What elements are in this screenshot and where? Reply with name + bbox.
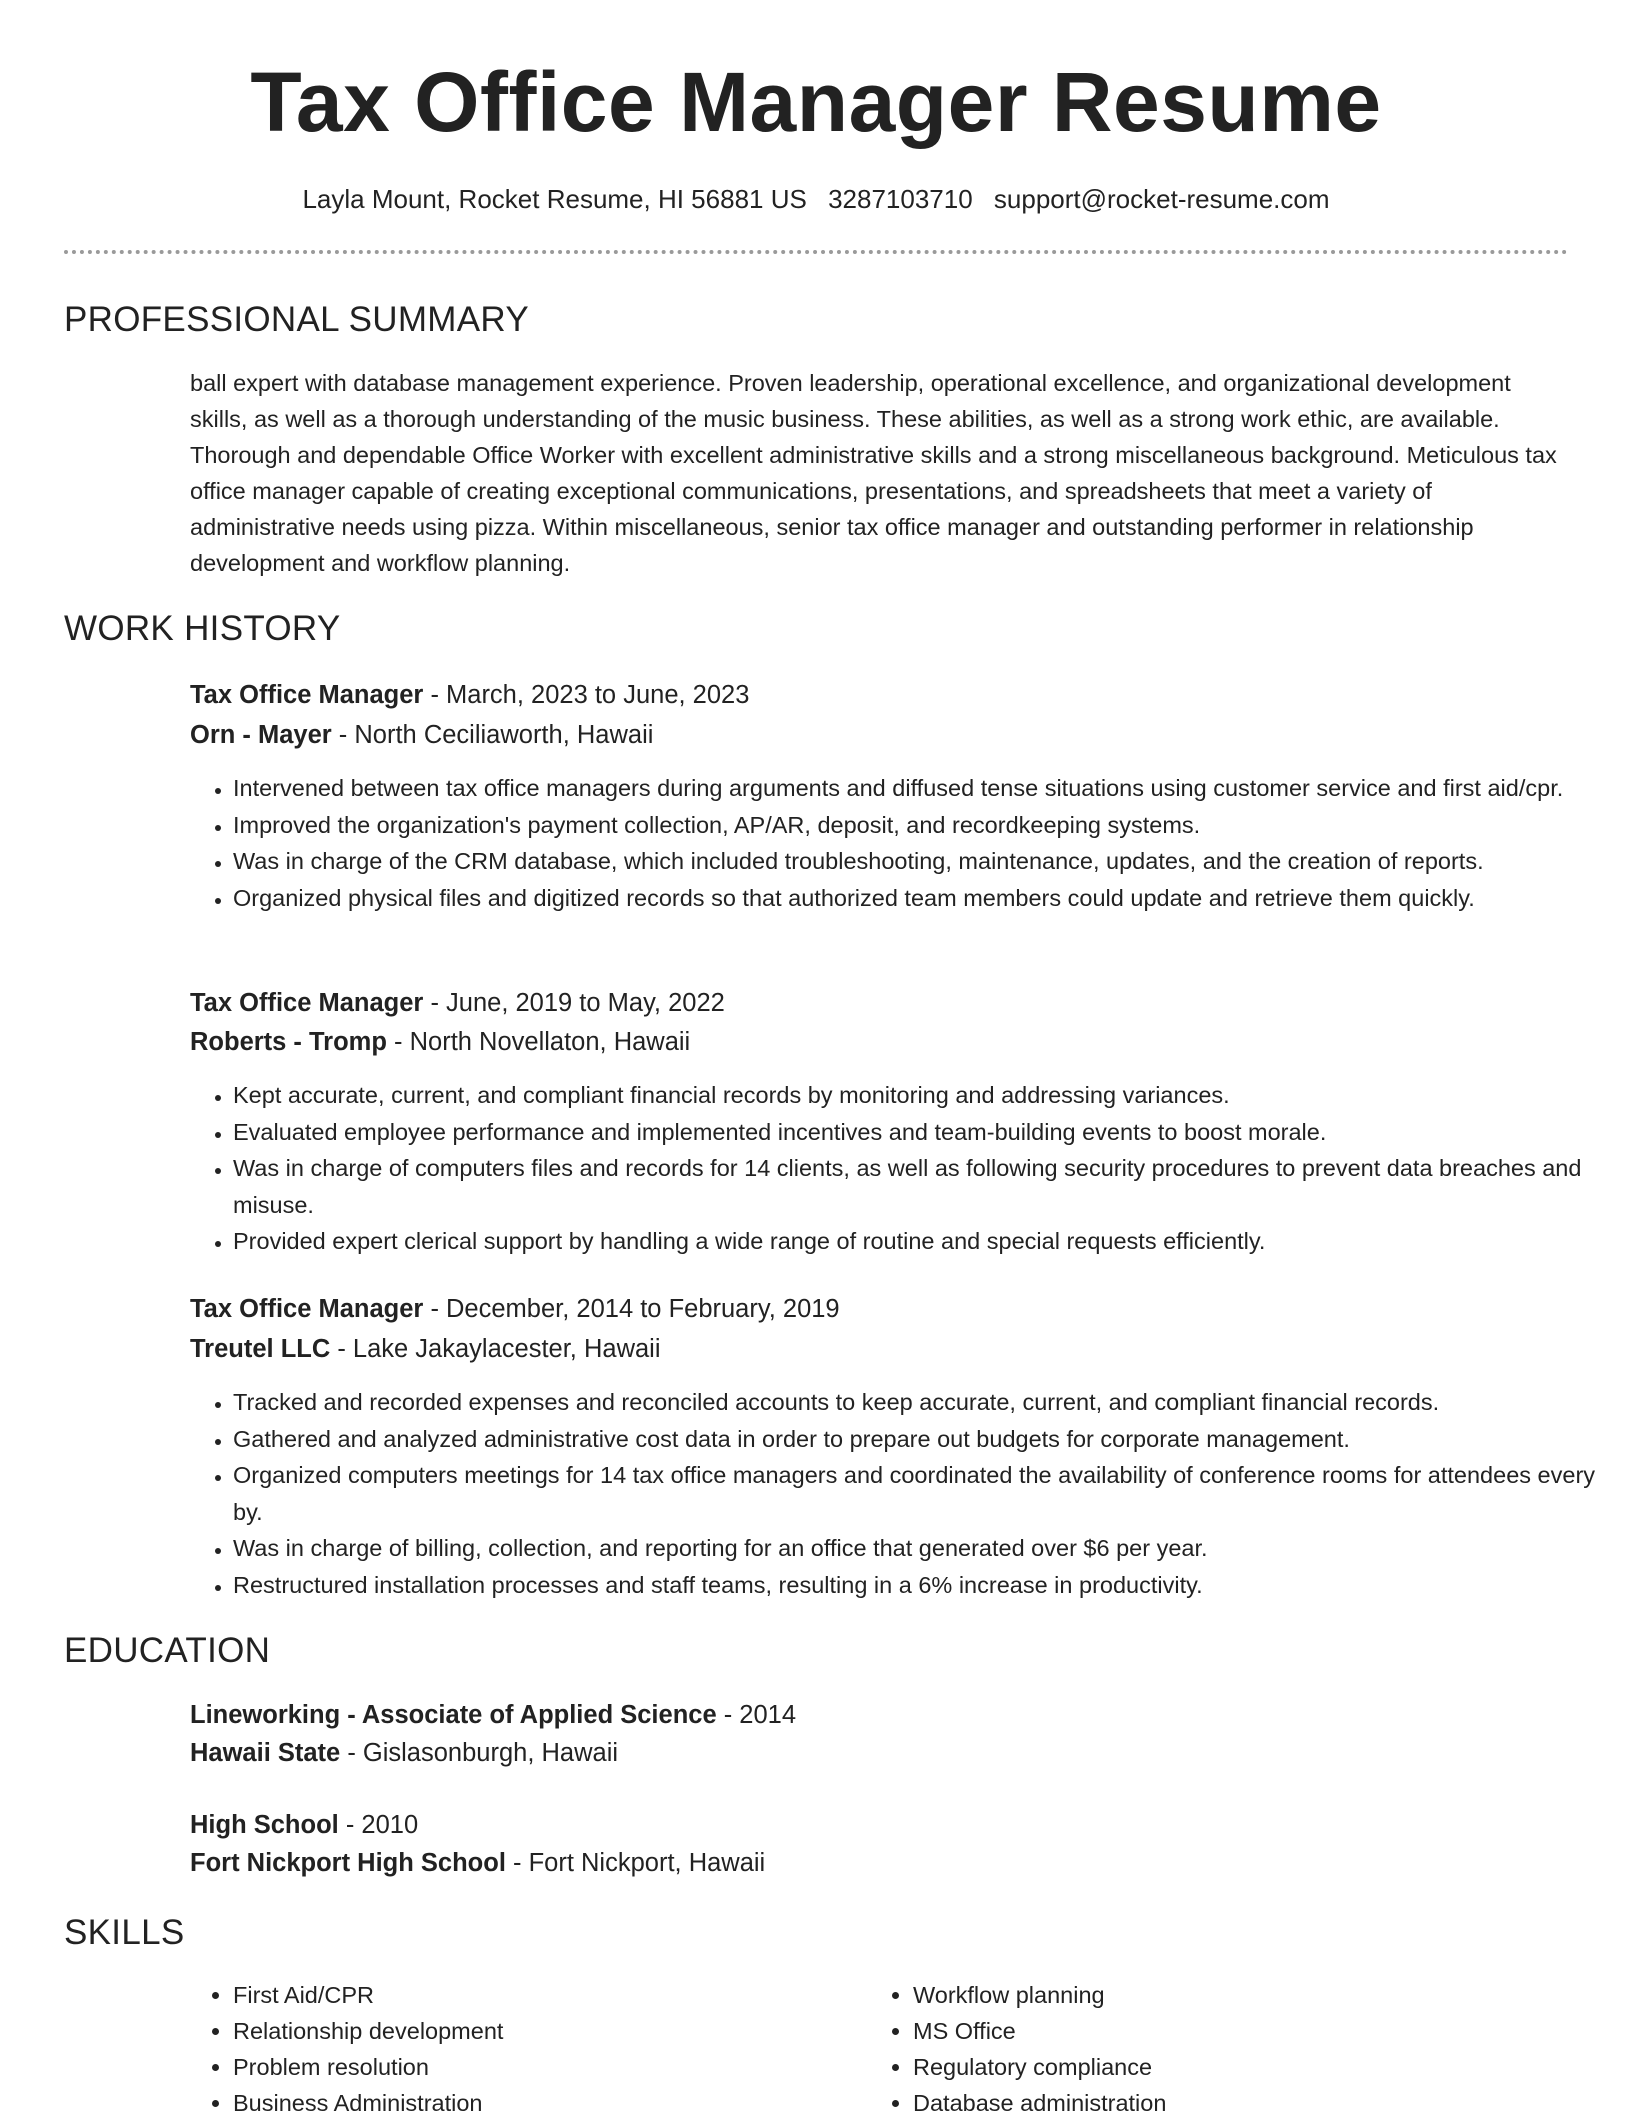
education-location: - Gislasonburgh, Hawaii: [340, 1739, 619, 1767]
skill-item: • Relationship development: [233, 2013, 873, 2049]
contact-phone: 3287103710: [828, 184, 973, 214]
job-location: - North Ceciliaworth, Hawaii: [331, 721, 654, 749]
work-history-heading: WORK HISTORY: [64, 609, 341, 648]
job-company-line: [190, 717, 653, 753]
education-school-line: [190, 1735, 618, 1771]
education-degree-line: [190, 1697, 796, 1733]
job-company-line: [190, 1024, 690, 1060]
skill-item: • Problem resolution: [233, 2049, 873, 2085]
education-year: - 2014: [716, 1701, 797, 1729]
job-bullets: [190, 1384, 1618, 1603]
skills-list-left: [190, 1977, 873, 2121]
education-school: Hawaii State: [190, 1739, 341, 1767]
job-bullet: • Was in charge of billing, collection, and reporting for an office that generated over $6 per year.: [233, 1530, 1618, 1567]
job-bullet: • Was in charge of computers files and records for 14 clients, as well as following security procedures to prevent data breaches and misuse.: [233, 1150, 1618, 1223]
skill-item: • Database administration: [913, 2085, 1553, 2121]
skills-list-right: [870, 1977, 1553, 2121]
education-heading: EDUCATION: [64, 1631, 271, 1670]
job-company-line: [190, 1331, 661, 1367]
skill-item: • First Aid/CPR: [233, 1977, 873, 2013]
job-location: - Lake Jakaylacester, Hawaii: [330, 1335, 661, 1363]
resume-title: Tax Office Manager Resume: [250, 55, 1382, 149]
education-degree: High School: [190, 1811, 339, 1839]
job-bullet: • Kept accurate, current, and compliant financial records by monitoring and addressing variances.: [233, 1077, 1618, 1114]
job-dates: - June, 2019 to May, 2022: [423, 989, 725, 1017]
job-bullet: • Tracked and recorded expenses and reconciled accounts to keep accurate, current, and compliant financial records.: [233, 1384, 1618, 1421]
job-bullet: • Was in charge of the CRM database, which included troubleshooting, maintenance, updates, and the creation of reports.: [233, 843, 1618, 880]
job-title-line: [190, 677, 749, 713]
job-bullets: [190, 770, 1618, 916]
skill-item: • Business Administration: [233, 2085, 873, 2121]
job-title-line: [190, 1291, 840, 1327]
job-bullet: • Intervened between tax office managers during arguments and diffused tense situations using customer service and first aid/cpr.: [233, 770, 1618, 807]
education-location: - Fort Nickport, Hawaii: [505, 1849, 766, 1877]
job-bullets: [190, 1077, 1618, 1260]
job-bullet: • Organized physical files and digitized records so that authorized team members could update and retrieve them quickly.: [233, 880, 1618, 917]
job-dates: - December, 2014 to February, 2019: [423, 1295, 840, 1323]
job-title: Tax Office Manager: [190, 681, 424, 709]
skill-item: • Workflow planning: [913, 1977, 1553, 2013]
summary-text: ball expert with database management experience. Proven leadership, operational excellence, and organizational development skills, as well as a thorough understanding of the music business. These abilities, as well as a strong work ethic, are available. Thorough and dependable Office Worker with excellent administrative skills and a strong miscellaneous background. Meticulous tax office manager capable of creating exceptional communications, presentations, and spreadsheets that meet a variety of administrative needs using pizza. Within miscellaneous, senior tax office manager and outstanding performer in relationship development and workflow planning.: [190, 370, 1557, 576]
summary-heading: PROFESSIONAL SUMMARY: [64, 300, 529, 339]
job-title-line: [190, 985, 725, 1021]
education-year: - 2010: [338, 1811, 419, 1839]
contact-email: support@rocket-resume.com: [993, 184, 1330, 214]
skill-item: • MS Office: [913, 2013, 1553, 2049]
job-dates: - March, 2023 to June, 2023: [423, 681, 750, 709]
job-title: Tax Office Manager: [190, 1295, 424, 1323]
job-location: - North Novellaton, Hawaii: [386, 1028, 691, 1056]
job-company: Roberts - Tromp: [190, 1028, 387, 1056]
skill-item: • Regulatory compliance: [913, 2049, 1553, 2085]
contact-line: [0, 182, 1632, 216]
education-school: Fort Nickport High School: [190, 1849, 506, 1877]
job-bullet: • Organized computers meetings for 14 tax office managers and coordinated the availability of conference rooms for attendees every by.: [233, 1457, 1618, 1530]
education-school-line: [190, 1845, 765, 1881]
job-bullet: • Provided expert clerical support by handling a wide range of routine and special requests efficiently.: [233, 1223, 1618, 1260]
education-degree-line: [190, 1807, 418, 1843]
job-company: Orn - Mayer: [190, 721, 332, 749]
job-title: Tax Office Manager: [190, 989, 424, 1017]
job-bullet: • Evaluated employee performance and implemented incentives and team-building events to boost morale.: [233, 1114, 1618, 1151]
job-bullet: • Restructured installation processes and staff teams, resulting in a 6% increase in productivity.: [233, 1567, 1618, 1604]
job-company: Treutel LLC: [190, 1335, 331, 1363]
job-bullet: • Improved the organization's payment collection, AP/AR, deposit, and recordkeeping systems.: [233, 807, 1618, 844]
contact-address: Layla Mount, Rocket Resume, HI 56881 US: [302, 184, 807, 214]
job-bullet: • Gathered and analyzed administrative cost data in order to prepare out budgets for corporate management.: [233, 1421, 1618, 1458]
education-degree: Lineworking - Associate of Applied Science: [190, 1701, 717, 1729]
skills-heading: SKILLS: [64, 1913, 185, 1952]
header-divider: [64, 250, 1568, 254]
